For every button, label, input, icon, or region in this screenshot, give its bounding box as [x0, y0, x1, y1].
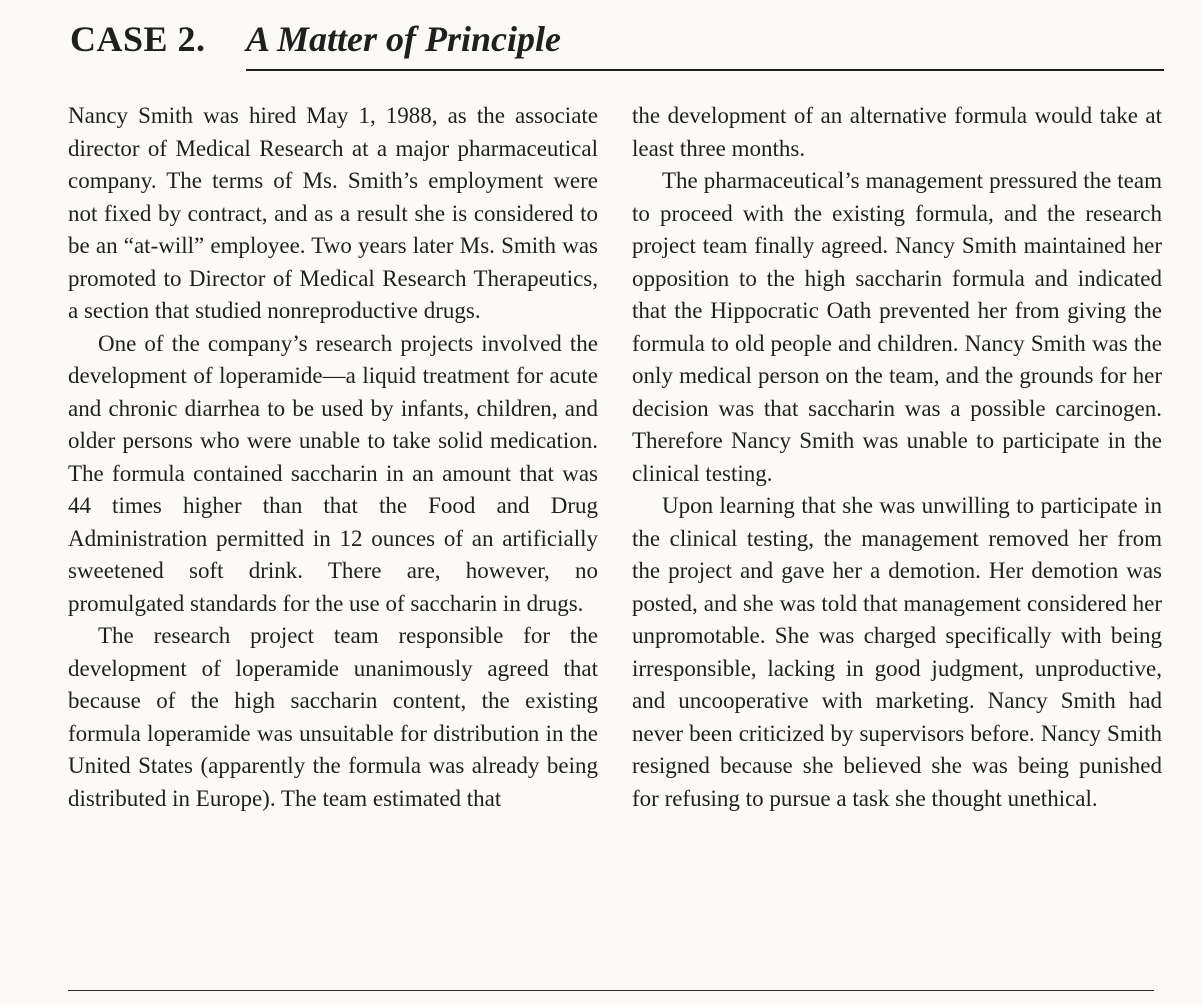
paragraph-loperamide: One of the company’s research projects involved the development of loperamide—a liquid treatment for acute and chronic diarrhea to be used by infants, children, and older persons who were unable to take solid medication. The formula contained saccharin in an amount that was 44 times higher than that the Food and Drug Administration permitted in 12 ounces of an artificially sweetened soft drink. There are, however, no promulgated standards for the use of saccharin in drugs. [68, 330, 598, 616]
paragraph-hiring: Nancy Smith was hired May 1, 1988, as the associate director of Medical Research at a major pharmaceutical company. The terms of Ms. Smith’s employment were not fixed by contract, and as a result she is considered to be an “at-will” employee. Two years later Ms. Smith was promoted to Director of Medical Research Therapeutics, a section that studied nonreproductive drugs. [68, 103, 598, 323]
paragraph-management-pressure: The pharmaceutical’s management pressured the team to proceed with the existing formula, and the research project team finally agreed. Nancy Smith maintained her opposition to the high saccharin formula and indicated that the Hippocratic Oath prevented her from giving the formula to old people and children. Nancy Smith was the only medical person on the team, and the grounds for her decision was that saccharin was a possible carcinogen. Therefore Nancy Smith was unable to participate in the clinical testing. [632, 168, 1162, 486]
case-number: CASE 2. [70, 19, 206, 59]
case-title: A Matter of Principle [246, 19, 561, 59]
footer-rule [68, 990, 1154, 991]
left-column [68, 100, 598, 815]
case-heading [70, 17, 1164, 71]
heading-rule [246, 69, 1164, 71]
right-column [632, 100, 1162, 815]
paragraph-demotion: Upon learning that she was unwilling to participate in the clinical testing, the management removed her from the project and gave her a demotion. Her demotion was posted, and she was told that management considered her unpromotable. She was charged specifically with being irresponsible, lacking in good judgment, unproductive, and uncooperative with marketing. Nancy Smith had never been criticized by supervisors before. Nancy Smith resigned because she believed she was being punished for refusing to pursue a task she thought unethical. [632, 493, 1162, 811]
paragraph-team-decision: The research project team responsible for the development of loperamide unanimously agreed that because of the high saccharin content, the existing formula loperamide was unsuitable for distribution in the United States (apparently the formula was already being distributed in Europe). The team estimated that [68, 623, 598, 811]
paragraph-continuation: the development of an alternative formula would take at least three months. [632, 103, 1162, 161]
